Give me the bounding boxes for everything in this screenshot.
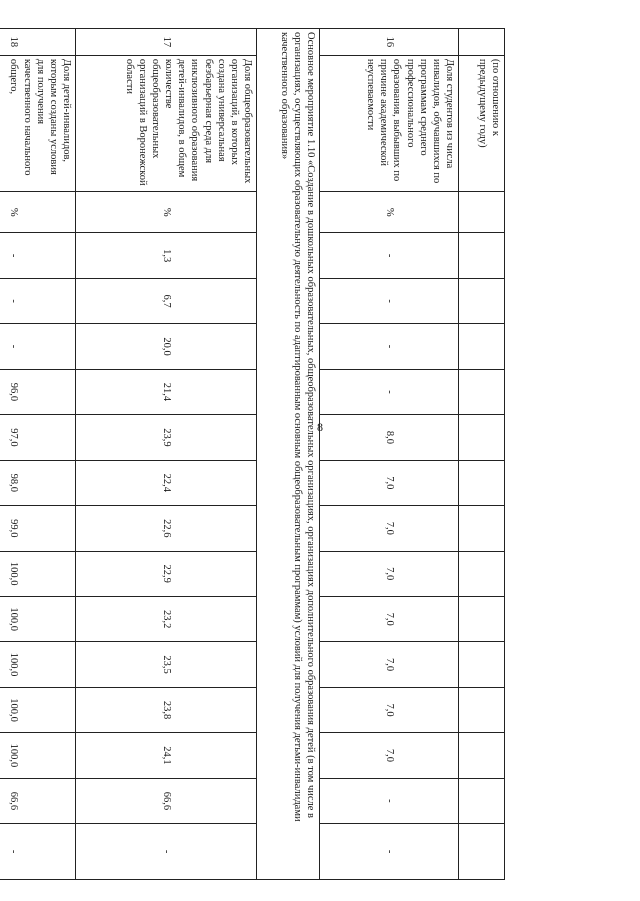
value-cell: 66,6	[76, 778, 257, 823]
value-cell: 100,0	[0, 551, 76, 596]
value-cell: 22,9	[76, 551, 257, 596]
value-cell: 23,8	[76, 687, 257, 732]
value-cell: 100,0	[0, 642, 76, 687]
indicator-name: Доля детей-инвалидов, которым созданы условия для получения качественного начального общего,	[0, 55, 76, 191]
row-number: 18	[0, 29, 76, 56]
value-cell: 100,0	[0, 596, 76, 641]
value-cell: 100,0	[0, 733, 76, 778]
indicators-table	[0, 28, 505, 880]
value-cell	[459, 506, 505, 551]
value-cell: 8,0	[320, 415, 459, 460]
value-cell: 21,4	[76, 369, 257, 414]
table-row	[459, 29, 505, 880]
value-cell: -	[0, 278, 76, 323]
unit-cell	[459, 192, 505, 233]
row-number: 16	[320, 29, 459, 56]
value-cell: 24,1	[76, 733, 257, 778]
value-cell: 7,0	[320, 506, 459, 551]
value-cell: 23,5	[76, 642, 257, 687]
value-cell	[459, 687, 505, 732]
value-cell: 99,0	[0, 506, 76, 551]
value-cell: -	[76, 824, 257, 880]
value-cell: 22,4	[76, 460, 257, 505]
unit-cell: %	[0, 192, 76, 233]
indicator-name: (по отношению к предыдущему году)	[459, 55, 505, 191]
value-cell: 7,0	[320, 733, 459, 778]
value-cell: -	[0, 824, 76, 880]
value-cell: 97,0	[0, 415, 76, 460]
table-row	[76, 29, 257, 880]
value-cell: 7,0	[320, 596, 459, 641]
value-cell: 23,9	[76, 415, 257, 460]
value-cell: 96,0	[0, 369, 76, 414]
row-number	[459, 29, 505, 56]
value-cell: 23,2	[76, 596, 257, 641]
value-cell: -	[320, 824, 459, 880]
value-cell	[459, 642, 505, 687]
value-cell: 7,0	[320, 642, 459, 687]
value-cell: 22,6	[76, 506, 257, 551]
unit-cell: %	[76, 192, 257, 233]
value-cell: 66,6	[0, 778, 76, 823]
indicator-name: Доля общеобразовательных организаций, в которых создана универсальная безбарьерная среда для инклюзивного образования детей-инвалидов, в общем количестве общеобразовательных организаций в Воронежской области	[76, 55, 257, 191]
measure-heading: Основное мероприятие 1.10 «Создание в дошкольных образовательных, общеобразовательных организациях, организациях дополнительного образования детей (в том числе в организациях, осуществляющих образовательную деятельность по адаптированным основным общеобразовательным программам) условий для получения детьми-инвалидами качественного образования»	[257, 29, 320, 880]
table-row	[320, 29, 459, 880]
value-cell: -	[320, 278, 459, 323]
value-cell	[459, 778, 505, 823]
row-number: 17	[76, 29, 257, 56]
rotated-table-wrapper	[7, 28, 505, 880]
value-cell	[459, 233, 505, 278]
value-cell: -	[320, 324, 459, 369]
value-cell: 7,0	[320, 687, 459, 732]
page-number: 8	[317, 420, 323, 434]
value-cell: 98,0	[0, 460, 76, 505]
table-row	[257, 29, 320, 880]
value-cell: -	[0, 233, 76, 278]
value-cell: 100,0	[0, 687, 76, 732]
value-cell: -	[320, 233, 459, 278]
value-cell: 7,0	[320, 551, 459, 596]
value-cell	[459, 824, 505, 880]
value-cell: 20,0	[76, 324, 257, 369]
value-cell: -	[320, 369, 459, 414]
value-cell	[459, 551, 505, 596]
value-cell: 1,3	[76, 233, 257, 278]
value-cell	[459, 278, 505, 323]
value-cell	[459, 324, 505, 369]
value-cell	[459, 596, 505, 641]
value-cell: -	[0, 324, 76, 369]
value-cell	[459, 460, 505, 505]
value-cell	[459, 415, 505, 460]
value-cell	[459, 369, 505, 414]
value-cell: 6,7	[76, 278, 257, 323]
unit-cell: %	[320, 192, 459, 233]
value-cell: -	[320, 778, 459, 823]
indicator-name: Доля студентов из числа инвалидов, обучавшихся по программам среднего профессионального образования, выбывших по причине академической неуспеваемости	[320, 55, 459, 191]
table-row	[0, 29, 76, 880]
value-cell	[459, 733, 505, 778]
value-cell: 7,0	[320, 460, 459, 505]
